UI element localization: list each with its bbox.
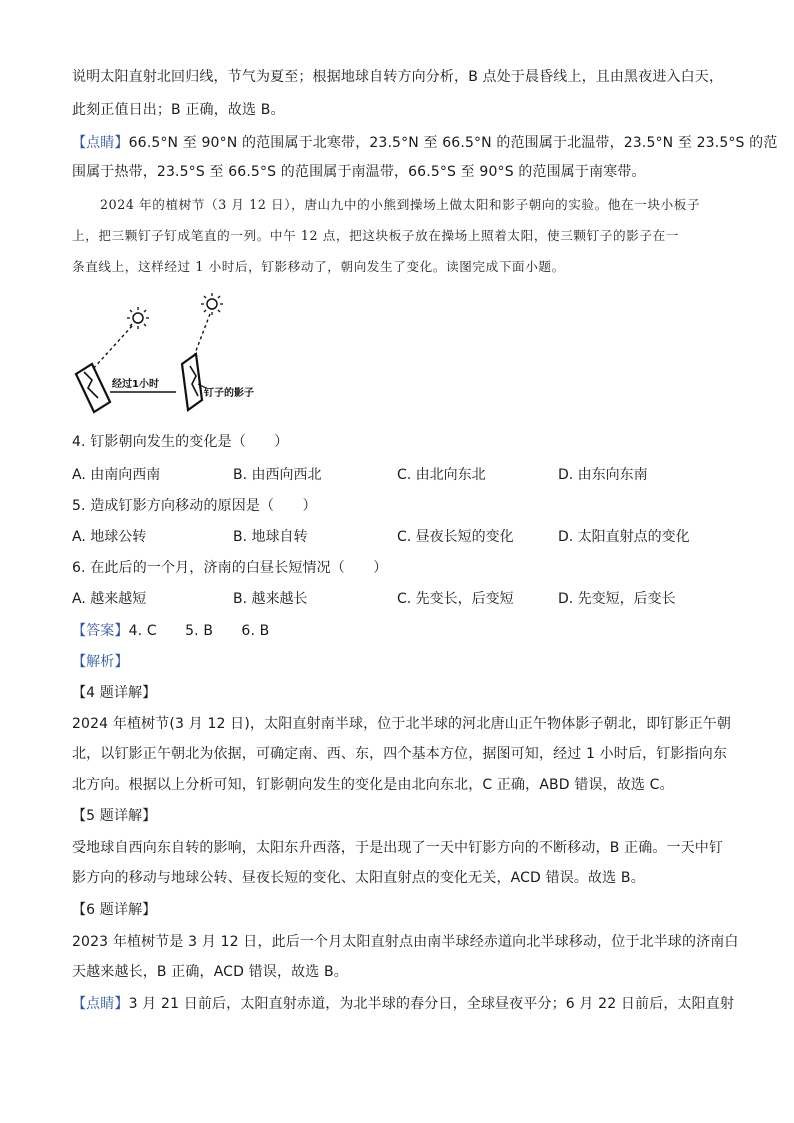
question-5-option-c: C. 昼夜长短的变化 xyxy=(397,529,514,545)
question-6-option-a: A. 越来越短 xyxy=(72,591,147,607)
question-5-option-a: A. 地球公转 xyxy=(72,529,147,545)
question-6-option-c: C. 先变长，后变短 xyxy=(397,591,514,607)
detail-4-line-3: 北方向。根据以上分析可知，钉影朝向发生的变化是由北向东北，C 正确，ABD 错误，故选 C。 xyxy=(72,777,674,793)
nail-shadow-figure xyxy=(70,292,260,417)
right-board xyxy=(182,354,202,410)
intro-line-2: 此刻正值日出；B 正确，故选 B。 xyxy=(72,102,285,118)
question-6-option-b: B. 越来越长 xyxy=(233,591,308,607)
passage-line-1: 2024 年的植树节（3 月 12 日），唐山九中的小熊到操场上做太阳和影子朝向的实验。他在一块小板子 xyxy=(100,197,701,212)
intro-line-1: 说明太阳直射北回归线，节气为夏至；根据地球自转方向分析，B 点处于晨昏线上，且由黑夜进入白天， xyxy=(72,69,724,85)
detail-5-line-2: 影方向的移动与地球公转、昼夜长短的变化、太阳直射点的变化无关，ACD 错误。故选 B。 xyxy=(72,870,645,886)
left-board xyxy=(76,364,110,412)
detail-6-line-2: 天越来越长，B 正确，ACD 错误，故选 B。 xyxy=(72,964,348,980)
label-nail-shadow: 钉子的影子 xyxy=(204,388,254,399)
detail-6-line-1: 2023 年植树节是 3 月 12 日，此后一个月太阳直射点由南半球经赤道向北半球移动，位于北半球的济南白 xyxy=(72,934,739,950)
label-one-hour-later: 经过1小时 xyxy=(112,379,159,390)
tip-2-text: 3 月 21 日前后，太阳直射赤道，为北半球的春分日，全球昼夜平分；6 月 22 日前后，太阳直射 xyxy=(128,996,735,1012)
question-4-option-a: A. 由南向西南 xyxy=(72,467,161,483)
question-4-option-d: D. 由东向东南 xyxy=(558,467,648,483)
detail-6-heading: 【6 题详解】 xyxy=(72,902,157,918)
sun-icon xyxy=(201,293,223,315)
question-4-option-c: C. 由北向东北 xyxy=(397,467,486,483)
tip-2-line xyxy=(72,993,735,1013)
detail-5-line-1: 受地球自西向东自转的影响，太阳东升西落，于是出现了一天中钉影方向的不断移动，B 正确。一天中钉 xyxy=(72,840,724,856)
passage-line-3: 条直线上，这样经过 1 小时后，钉影移动了，朝向发生了变化。读图完成下面小题。 xyxy=(72,259,565,274)
left-sun-ray xyxy=(92,326,132,370)
question-5-option-d: D. 太阳直射点的变化 xyxy=(558,529,690,545)
detail-5-heading: 【5 题详解】 xyxy=(72,808,157,824)
tip-2-label: 【点睛】 xyxy=(72,996,129,1012)
right-sun-ray xyxy=(194,314,210,356)
tip-1-text-1: 66.5°N 至 90°N 的范围属于北寒带，23.5°N 至 66.5°N 的范围属于北温带，23.5°N 至 23.5°S 的范 xyxy=(128,135,778,151)
tip-1-line-2: 围属于热带，23.5°S 至 66.5°S 的范围属于南温带，66.5°S 至 90°S 的范围属于南寒带。 xyxy=(72,164,646,180)
analysis-label: 【解析】 xyxy=(72,654,129,670)
answer-line xyxy=(72,620,722,640)
answer-text: 4. C 5. B 6. B xyxy=(128,623,270,639)
question-5-stem: 5. 造成钉影方向移动的原因是（ ） xyxy=(72,498,317,514)
question-5-option-b: B. 地球自转 xyxy=(233,529,308,545)
tip-1-label: 【点睛】 xyxy=(72,135,129,151)
question-4-stem: 4. 钉影朝向发生的变化是（ ） xyxy=(72,434,289,450)
question-6-option-d: D. 先变短，后变长 xyxy=(558,591,676,607)
nail-shadow-diagram xyxy=(70,292,260,417)
detail-4-line-2: 北，以钉影正午朝北为依据，可确定南、西、东，四个基本方位，据图可知，经过 1 小时后，钉影指向东 xyxy=(72,746,728,762)
tip-1-line-1 xyxy=(72,132,778,152)
sun-icon xyxy=(127,307,149,329)
question-4-option-b: B. 由西向西北 xyxy=(233,467,322,483)
question-6-stem: 6. 在此后的一个月，济南的白昼长短情况（ ） xyxy=(72,560,388,576)
detail-4-heading: 【4 题详解】 xyxy=(72,685,157,701)
detail-4-line-1: 2024 年植树节(3 月 12 日)，太阳直射南半球，位于北半球的河北唐山正午物体影子朝北，即钉影正午朝 xyxy=(72,716,732,732)
passage-line-2: 上，把三颗钉子钉成笔直的一列。中午 12 点，把这块板子放在操场上照着太阳，使三颗钉子的影子在一 xyxy=(72,228,679,243)
answer-label: 【答案】 xyxy=(72,623,129,639)
